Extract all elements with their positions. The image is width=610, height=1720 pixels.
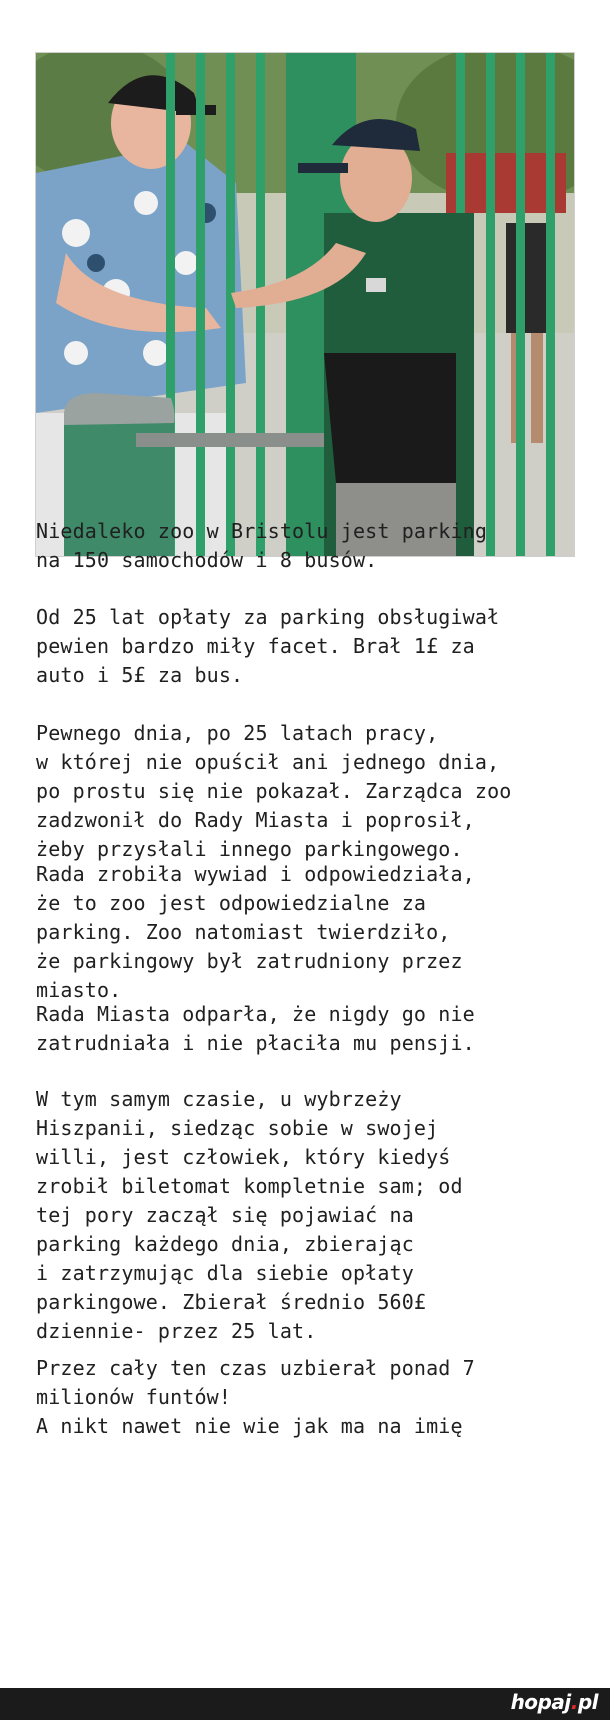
paragraph-4: Rada zrobiła wywiad i odpowiedziała, że to zoo jest odpowiedzialne za parking. Zoo natomiast twierdziło, że parkingowy był zatrudniony przez miasto. [36, 862, 475, 1002]
site-logo[interactable] [511, 1690, 598, 1714]
photo [35, 52, 575, 557]
brand-dot: . [570, 1690, 578, 1714]
brand-tld: pl [577, 1690, 598, 1714]
paragraph-6: W tym samym czasie, u wybrzeży Hiszpanii, siedząc sobie w swojej willi, jest człowiek, który kiedyś zrobił biletomat kompletnie sam; od tej pory zaczął się pojawiać na parking każdego dnia, zbierając i zatrzymując dla siebie opłaty parkingowe. Zbierał średnio 560£ dziennie- przez 25 lat. [36, 1087, 463, 1343]
footer-bar [0, 1688, 610, 1720]
paragraph-2: Od 25 lat opłaty za parking obsługiwał pewien bardzo miły facet. Brał 1£ za auto i 5£ za bus. [36, 605, 500, 687]
paragraph-5: Rada Miasta odparła, że nigdy go nie zatrudniała i nie płaciła mu pensji. [36, 1002, 475, 1055]
paragraph-1: Niedaleko zoo w Bristolu jest parking na 150 samochodów i 8 busów. [36, 519, 488, 572]
photo-illustration [36, 53, 574, 556]
paragraph-7: Przez cały ten czas uzbierał ponad 7 milionów funtów! A nikt nawet nie wie jak ma na imię [36, 1356, 475, 1438]
brand-main: hopaj [510, 1690, 571, 1714]
paragraph-3: Pewnego dnia, po 25 latach pracy, w której nie opuścił ani jednego dnia, po prostu się nie pokazał. Zarządca zoo zadzwonił do Rady Miasta i poprosił, żeby przysłali innego parkingowego. [36, 721, 512, 861]
